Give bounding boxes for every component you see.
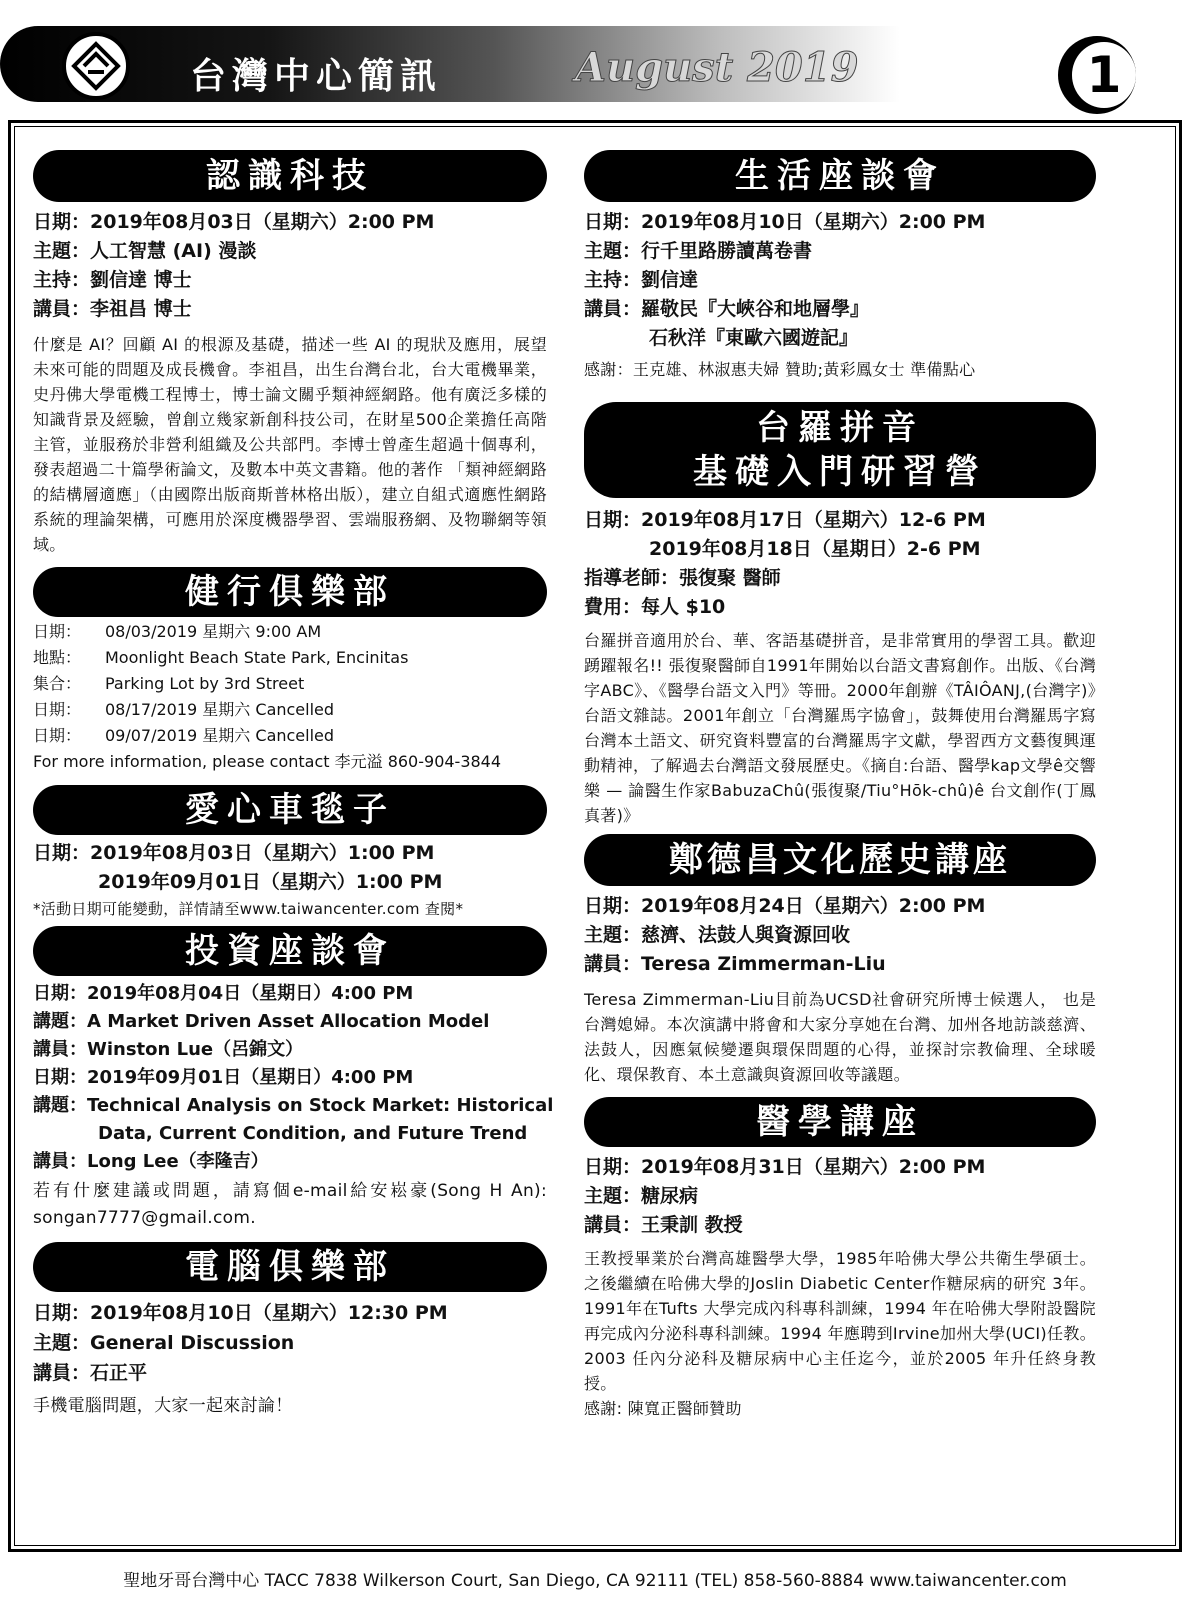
row-value: Moonlight Beach State Park, Encinitas — [105, 648, 409, 667]
info-line: 日期：2019年08月31日（星期六）2:00 PM — [584, 1156, 986, 1178]
info-line: 日期：2019年08月10日（星期六）12:30 PM — [33, 1302, 448, 1324]
info-line: 講題：Technical Analysis on Stock Market: Historical — [33, 1095, 554, 1116]
row-label: 集合： — [33, 674, 82, 693]
header-line: 台羅拼音 — [756, 408, 924, 448]
section-header-tech: 認識科技 — [33, 150, 547, 202]
info-line: 講員：石正平 — [33, 1362, 148, 1384]
row-label: 地點： — [33, 648, 82, 667]
info-line: 2019年08月18日（星期日）2-6 PM — [649, 538, 981, 560]
section-header-life: 生活座談會 — [584, 150, 1096, 202]
section-header-taiwanese-romanization — [584, 402, 1096, 498]
info-line: 2019年09月01日（星期六）1:00 PM — [98, 871, 443, 893]
blanket-info — [33, 839, 547, 897]
row-value: 08/03/2019 星期六 9:00 AM — [105, 622, 322, 641]
right-column — [584, 150, 1096, 1421]
info-line: 主題：General Discussion — [33, 1332, 295, 1354]
row-value: Parking Lot by 3rd Street — [105, 674, 305, 693]
section-header-medical: 醫學講座 — [584, 1097, 1096, 1147]
row-label: 日期： — [33, 726, 82, 745]
info-line: 講題：A Market Driven Asset Allocation Model — [33, 1011, 490, 1032]
left-column — [33, 150, 554, 1419]
hiking-row — [33, 619, 547, 645]
culture-info — [584, 892, 1096, 979]
info-line: 石秋洋『東歐六國遊記』 — [649, 327, 859, 349]
hiking-schedule — [33, 619, 547, 775]
investment-contact: 若有什麼建議或問題，請寫個e-mail給安崧豪(Song H An): songan7777@gmail.com. — [33, 1181, 547, 1228]
section-header-hiking: 健行俱樂部 — [33, 567, 547, 617]
row-label: 日期： — [33, 622, 82, 641]
info-line: 講員：王秉訓 教授 — [584, 1214, 743, 1236]
hiking-contact: For more information, please contact 李元溢 860-904-3844 — [33, 752, 502, 771]
info-line: 日期：2019年08月03日（星期六）2:00 PM — [33, 211, 435, 233]
row-value: 08/17/2019 星期六 Cancelled — [105, 700, 335, 719]
info-line: 日期：2019年09月01日（星期日）4:00 PM — [33, 1067, 414, 1088]
section-header-computer: 電腦俱樂部 — [33, 1242, 547, 1292]
blanket-note: *活動日期可能變動，詳情請至www.taiwancenter.com 查閱* — [33, 900, 464, 918]
row-value: 09/07/2019 星期六 Cancelled — [105, 726, 335, 745]
computer-info — [33, 1298, 547, 1388]
tech-description: 什麼是 AI？回顧 AI 的根源及基礎，描述一些 AI 的現狀及應用，展望未來可能的問題及成長機會。李祖昌，出生台灣台北，台大電機畢業，史丹佛大學電機工程博士，博士論文關乎類神經網路。他有廣泛多樣的知識背景及經驗，曾創立幾家新創科技公司，在財星500企業擔任高階主管，並服務於非營利組織及公共部門。李博士曾產生超過十個專利，發表超過二十篇學術論文，及數本中英文書籍。他的著作 「類神經網路的結構層適應」（由國際出版商斯普林格出版），建立自組式適應性網路系統的理論架構，可應用於深度機器學習、雲端服務網、及物聯網等領域。 — [33, 335, 547, 554]
info-line: Data, Current Condition, and Future Trend — [98, 1123, 528, 1144]
medical-info — [584, 1153, 1096, 1240]
footer-address: 聖地牙哥台灣中心 TACC 7838 Wilkerson Court, San Diego, CA 92111 (TEL) 858-560-8884 www.taiwancenter.com — [123, 1571, 1067, 1591]
hiking-row — [33, 723, 547, 749]
info-line: 講員：Long Lee（李隆吉） — [33, 1151, 269, 1172]
info-line: 主題：行千里路勝讀萬卷書 — [584, 240, 813, 262]
info-line: 日期：2019年08月03日（星期六）1:00 PM — [33, 842, 435, 864]
issue-date: August 2019 — [575, 44, 859, 91]
tech-info — [33, 208, 547, 324]
masthead — [0, 22, 1190, 104]
hiking-row — [33, 671, 547, 697]
info-line: 主題：糖尿病 — [584, 1185, 699, 1207]
info-line: 費用：每人 $10 — [584, 596, 726, 618]
hiking-row — [33, 697, 547, 723]
info-line: 講員：羅敬民『大峽谷和地層學』 — [584, 298, 870, 320]
info-line: 日期：2019年08月04日（星期日）4:00 PM — [33, 983, 414, 1004]
info-line: 主題：慈濟、法鼓人與資源回收 — [584, 924, 851, 946]
section-header-blanket: 愛心車毯子 — [33, 785, 547, 835]
investment-info — [33, 980, 554, 1176]
newsletter-title: 台灣中心簡訊 — [190, 55, 443, 97]
page-number: 1 — [1072, 42, 1136, 108]
hiking-row — [33, 645, 547, 671]
computer-description: 手機電腦問題，大家一起來討論！ — [33, 1396, 293, 1416]
life-thanks: 感謝：王克雄、林淑惠夫婦 贊助;黃彩鳳女士 準備點心 — [584, 360, 976, 379]
section-header-investment: 投資座談會 — [33, 926, 547, 976]
medical-thanks: 感謝: 陳寬正醫師贊助 — [584, 1399, 742, 1418]
center-logo-icon — [62, 32, 130, 100]
info-line: 指導老師：張復聚 醫師 — [584, 567, 781, 589]
life-info — [584, 208, 1096, 353]
header-line: 基礎入門研習營 — [693, 452, 987, 492]
info-line: 主題：人工智慧 (AI) 漫談 — [33, 240, 257, 262]
info-line: 主持：劉信達 博士 — [33, 269, 192, 291]
culture-description: Teresa Zimmerman-Liu目前為UCSD社會研究所博士候選人， 也是台灣媳婦。本次演講中將會和大家分享她在台灣、加州各地訪談慈濟、法鼓人，因應氣候變遷與環保問題的心得，並探討宗教倫理、全球暖化、環保教育、本土意識與資源回收等議題。 — [584, 990, 1096, 1084]
info-line: 日期：2019年08月17日（星期六）12-6 PM — [584, 509, 986, 531]
info-line: 講員：Winston Lue（呂錦文） — [33, 1039, 304, 1060]
info-line: 日期：2019年08月10日（星期六）2:00 PM — [584, 211, 986, 233]
info-line: 日期：2019年08月24日（星期六）2:00 PM — [584, 895, 986, 917]
info-line: 主持：劉信達 — [584, 269, 699, 291]
page-number-badge — [1058, 36, 1136, 114]
info-line: 講員：Teresa Zimmerman-Liu — [584, 953, 886, 975]
row-label: 日期： — [33, 700, 82, 719]
romanization-info — [584, 506, 1096, 622]
romanization-description: 台羅拼音適用於台、華、客語基礎拼音，是非常實用的學習工具。歡迎踴躍報名!! 張復聚醫師自1991年開始以台語文書寫創作。出版、《台灣字ABC》、《醫學台語文入門》等冊。2000年創辦《TÂIÔANJ,(台灣字)》台語文雜誌。2001年創立「台灣羅馬字協會」，鼓舞使用台灣羅馬字寫台灣本土語文、研究資料豐富的台灣羅馬字文獻，學習西方文藝復興運動精神，了解過去台灣語文發展歷史。《摘自:台語、醫學kap文學ê交響樂 — 論醫生作家BabuzaChû(張復聚/Tiu°Hōk-chû)ê 台文創作(丁鳳真著)》 — [584, 631, 1096, 825]
section-header-culture-history: 鄭德昌文化歷史講座 — [584, 834, 1096, 886]
info-line: 講員：李祖昌 博士 — [33, 298, 192, 320]
medical-description: 王教授畢業於台灣高雄醫學大學，1985年哈佛大學公共衛生學碩士。之後繼續在哈佛大學的Joslin Diabetic Center作糖尿病的研究 3年。1991年在Tufts 大學完成內科專科訓練，1994 年在哈佛大學附設醫院再完成內分泌科專科訓練。1994 年應聘到Irvine加州大學(UCI)任教。2003 任內分泌科及糖尿病中心主任迄今，並於2005 年升任終身教授。 — [584, 1249, 1096, 1393]
